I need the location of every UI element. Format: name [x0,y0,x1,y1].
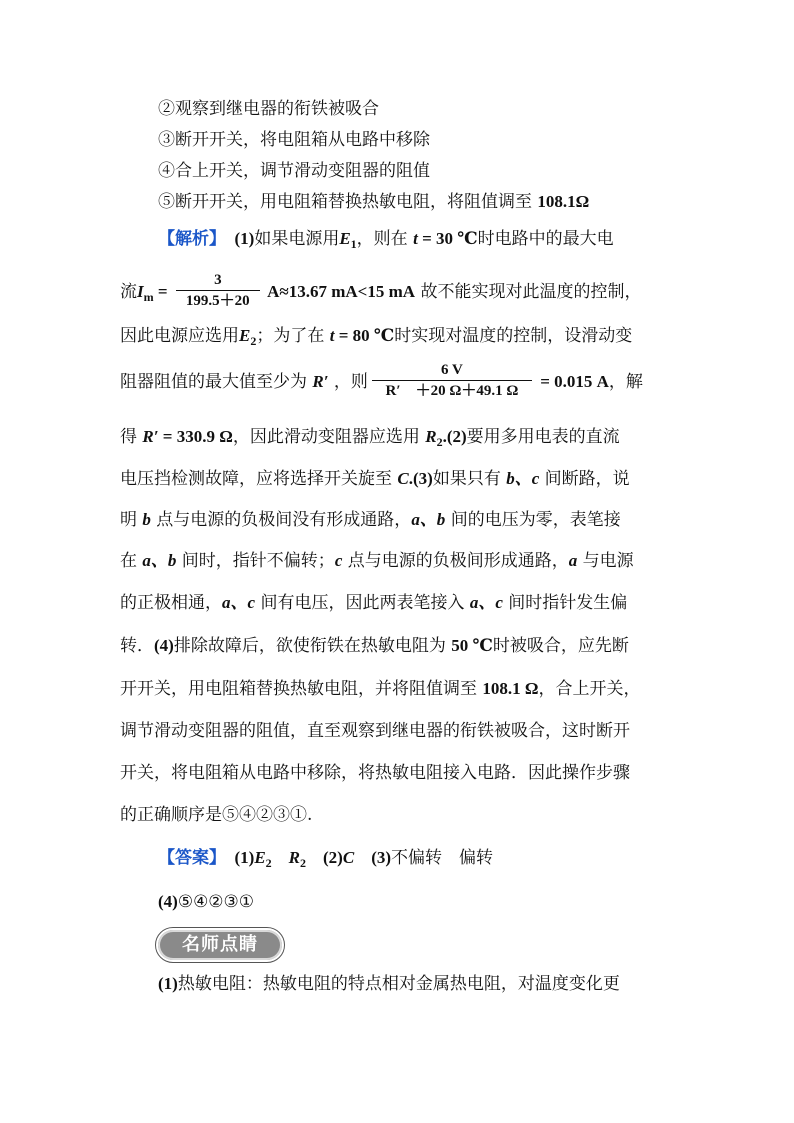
step-5: ⑤断开开关，用电阻箱替换热敏电阻，将阻值调至 108.1Ω [158,192,590,212]
analysis-line-2: 流$I_m$ = $\frac{3}{199.5+20}$ A≈13.67 mA<15 mA 故不能实现对此温度的控制， [120,272,642,309]
teacher-tip-line-1: (1)热敏电阻：热敏电阻的特点相对金属热电阻，对温度变化更 [158,974,620,994]
analysis-line-3: 因此电源应选用$E_2$；为了在 t = 80 ℃时实现对温度的控制，设滑动变 [120,326,633,348]
resistance-fraction: $\frac{6 V}{R' +20 \Omega+49.1 \Omega}$ [372,360,532,401]
answer-line-2: (4)⑤④②③① [158,892,255,912]
analysis-line-8: 在 a、b 间时，指针不偏转；c 点与电源的负极间形成通路，a 与电源 [120,551,634,571]
analysis-line-14: 的正确顺序是⑤④②③①. [120,805,313,825]
analysis-line-5: 得 R′ = 330.9 Ω，因此滑动变阻器应选用 $R_2.(2)$要用多用电表的直流 [120,427,620,449]
step-2: ②观察到继电器的衔铁被吸合 [158,99,379,119]
analysis-line-11: 开开关，用电阻箱替换热敏电阻，并将阻值调至 108.1 Ω，合上开关， [120,679,641,699]
analysis-line-9: 的正极相通，a、c 间有电压，因此两表笔接入 a、c 间时指针发生偏 [120,593,628,613]
step-4: ④合上开关，调节滑动变阻器的阻值 [158,161,430,181]
analysis-line-4: 阻器阻值的最大值至少为 R′ ，则 $\frac{6 V}{R' +20 \Omega+49.1 \Omega}$ = 0.015 A，解 [120,362,643,399]
analysis-line-1: 【解析】 (1)如果电源用$E_1$，则在 t = 30 ℃时电路中的最大电 [158,229,614,251]
analysis-line-13: 开关，将电阻箱从电路中移除，将热敏电阻接入电路．因此操作步骤 [120,763,630,783]
answer-line-1: 【答案】 $(1)E_2$ $R_2$ (2)C (3)不偏转 偏转 [158,848,494,870]
analysis-line-7: 明 b 点与电源的负极间没有形成通路，a、b 间的电压为零，表笔接 [120,510,621,530]
current-fraction: $\frac{3}{199.5+20}$ [176,270,260,311]
analysis-line-12: 调节滑动变阻器的阻值，直至观察到继电器的衔铁被吸合，这时断开 [120,721,630,741]
analysis-tag: 【解析】 [158,229,218,249]
analysis-line-6: 电压挡检测故障，应将选择开关旋至 C.(3)如果只有 b、c 间断路，说 [120,469,630,489]
analysis-line-10: 转．(4)排除故障后，欲使衔铁在热敏电阻为 50 ℃时被吸合，应先断 [120,636,629,656]
answer-tag: 【答案】 [158,848,218,868]
teacher-tip-badge: 名师点睛 [158,930,282,960]
step-3: ③断开开关，将电阻箱从电路中移除 [158,130,430,150]
